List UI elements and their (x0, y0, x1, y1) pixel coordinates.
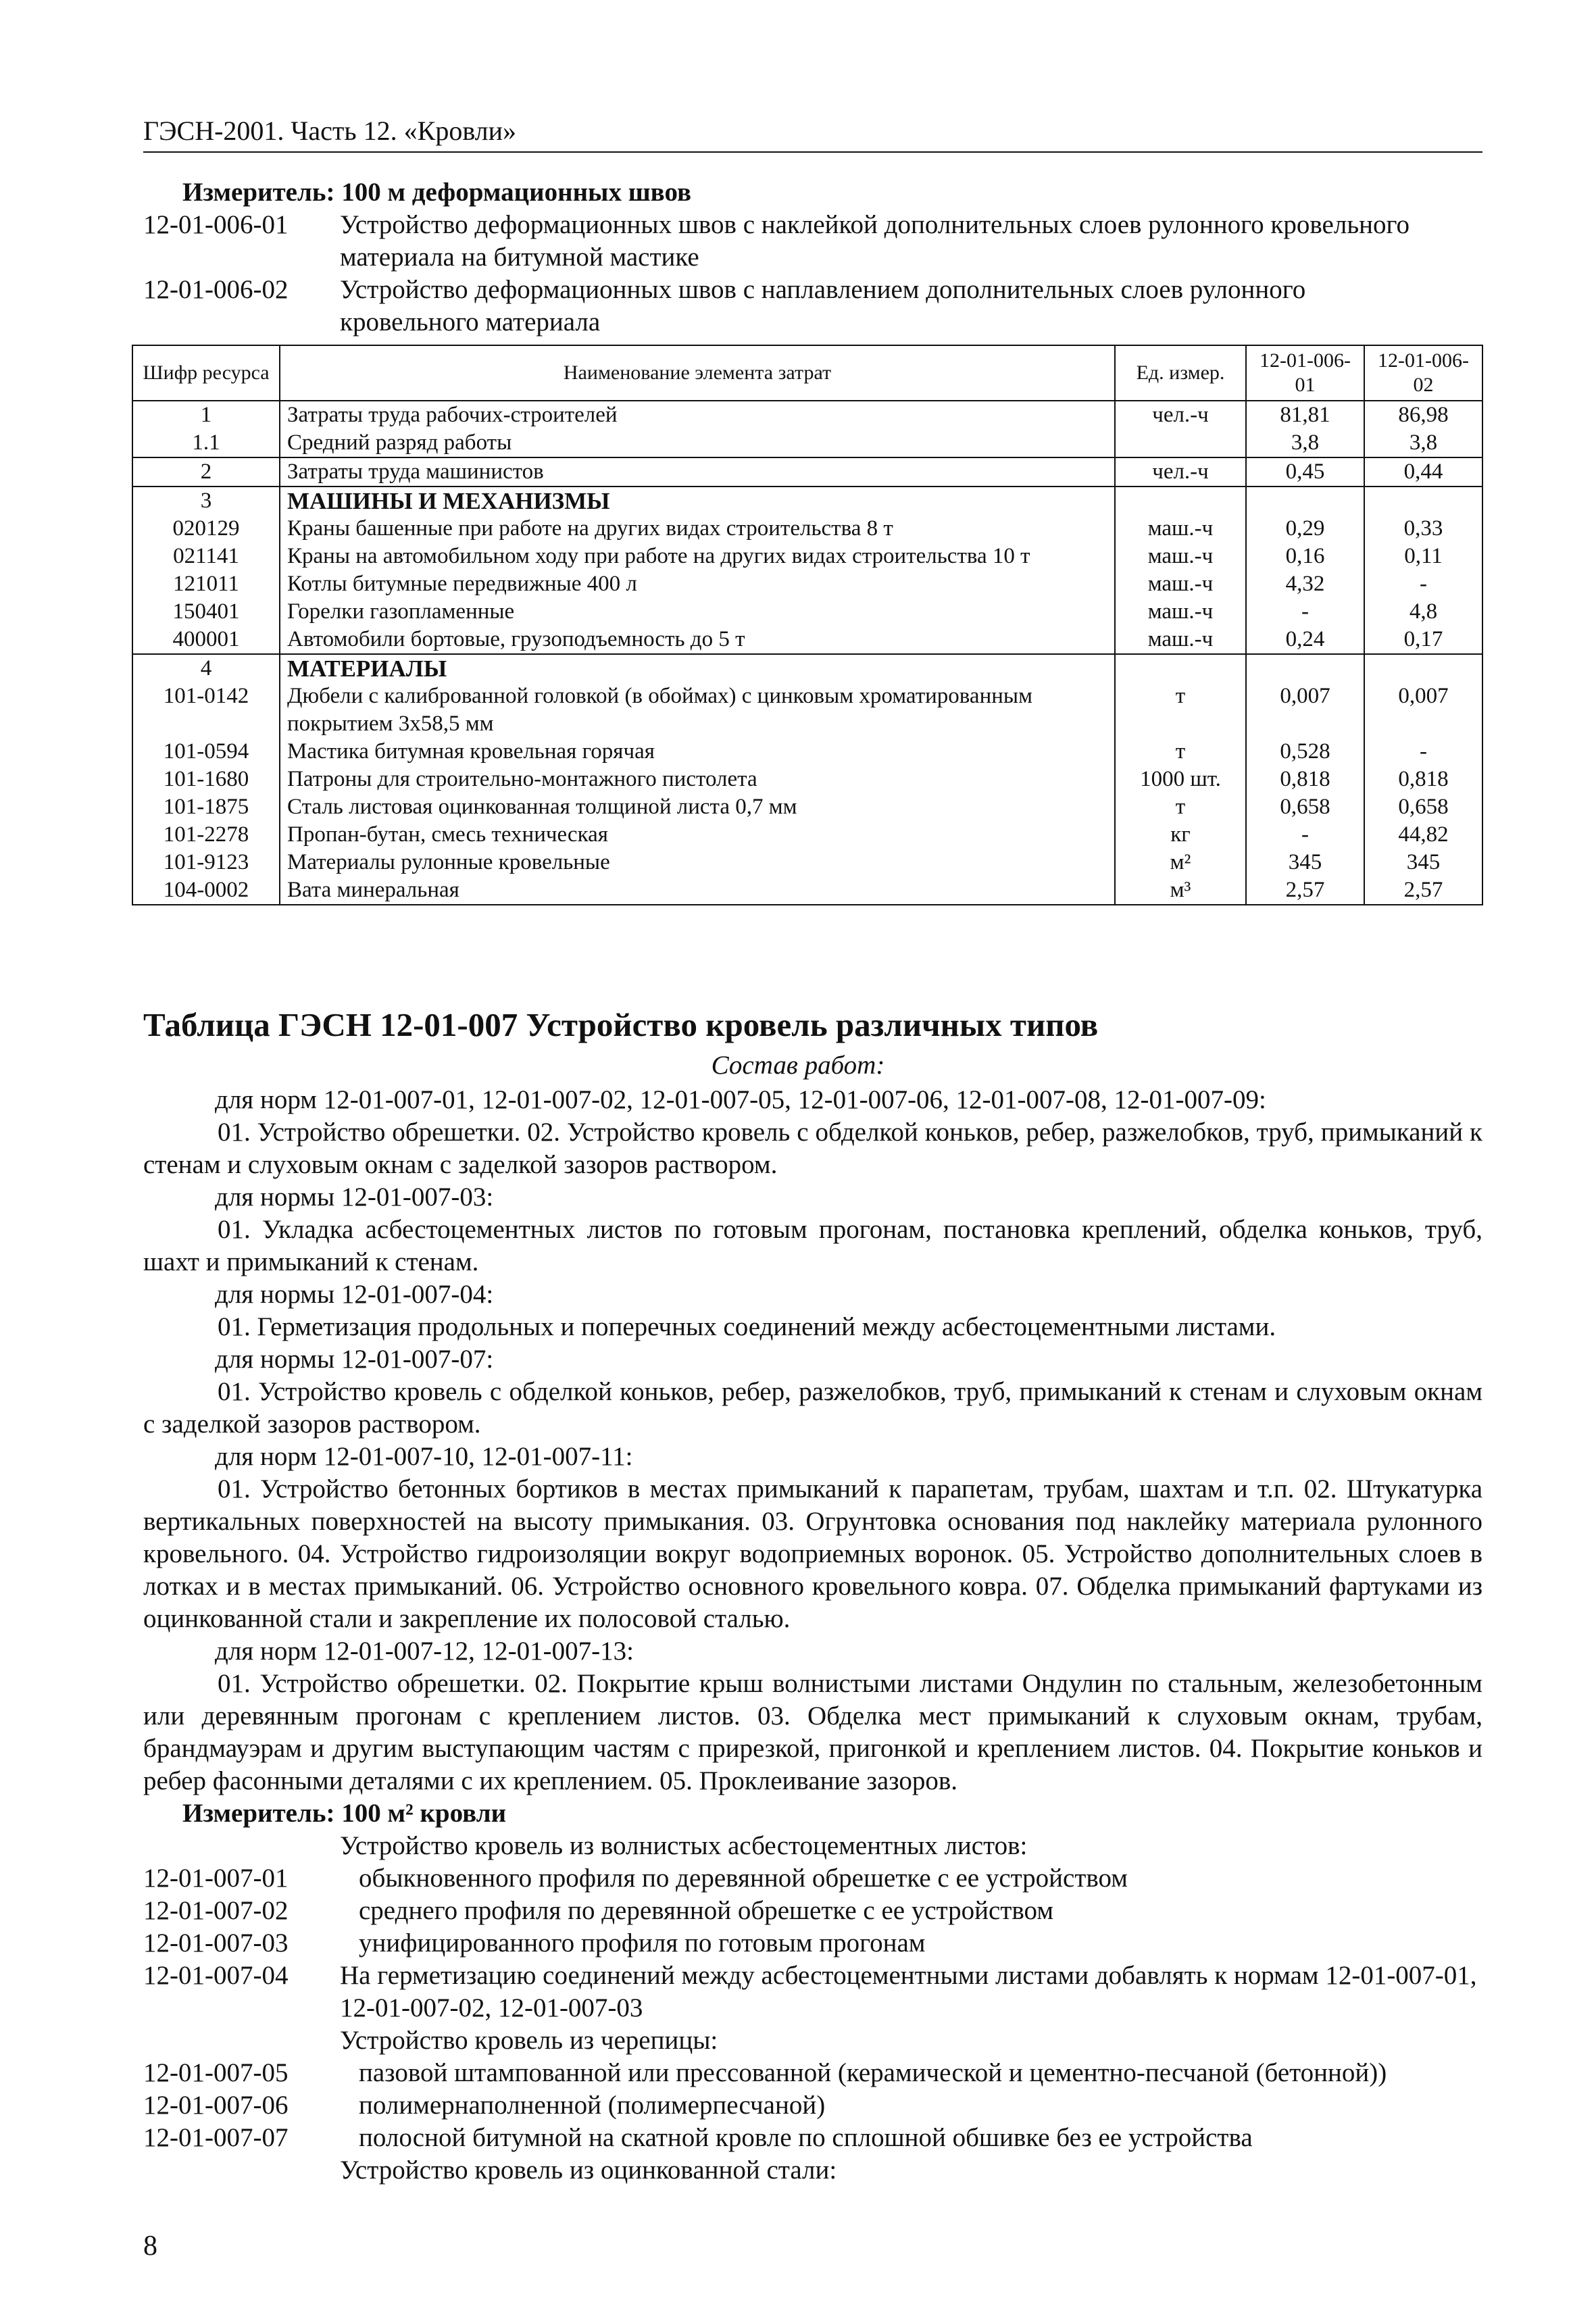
cell-name: Краны на автомобильном ходу при работе на других видах строительства 10 т (280, 543, 1115, 570)
norm-description: материала на битумной мастике (340, 243, 699, 272)
cell-value-2: 0,818 (1364, 766, 1482, 793)
header-norm-2: 12-01-006-02 (1364, 345, 1482, 401)
running-header: ГЭСН-2001. Часть 12. «Кровли» (143, 116, 517, 146)
cell-name: Затраты труда рабочих-строителей (280, 401, 1115, 429)
table-row (132, 849, 1482, 876)
table-title: Таблица ГЭСН 12-01-007 Устройство кровель различных типов (143, 1006, 1099, 1043)
group-text: 01. Устройство кровель с обделкой коньков, ребер, разжелобков, труб, примыканий к стенам и слуховым окнам с заделкой зазоров раствором. (143, 1377, 1482, 1439)
norm-description: среднего профиля по деревянной обрешетке с ее устройством (359, 1896, 1053, 1925)
table-row (132, 738, 1482, 766)
cell-value-1: - (1246, 821, 1364, 849)
cell-unit: м² (1115, 849, 1246, 876)
page-number: 8 (143, 2231, 157, 2262)
table-section-row (132, 654, 1482, 682)
cell-value-1: - (1246, 598, 1364, 626)
cell-unit: т (1115, 793, 1246, 821)
cell-value-2: 4,8 (1364, 598, 1482, 626)
table-row (132, 457, 1482, 487)
header-norm-1: 12-01-006-01 (1246, 345, 1364, 401)
norm-code: 12-01-007-03 (143, 1928, 289, 1958)
cell-value-2: - (1364, 570, 1482, 598)
cell-code: 4 (132, 654, 280, 682)
group-text: 01. Устройство бетонных бортиков в местах примыканий к парапетам, трубам, шахтам и т.п. 02. Штукатурка вертикальных поверхностей на высоту примыкания. 03. Огрунтовка основания под наклейку материала рулонного кровельного. 04. Устройство гидроизоляции вокруг водоприемных воронок. 05. Устройство дополнительных слоев в лотках и в местах примыканий. 06. Устройство основного кровельного ковра. 07. Обделка примыканий фартуками из оцинкованной стали и закрепление их полосовой сталью. (143, 1474, 1482, 1633)
cell-value-1: 0,24 (1246, 626, 1364, 654)
cell-name: Мастика битумная кровельная горячая (280, 738, 1115, 766)
norm-description: обыкновенного профиля по деревянной обрешетке с ее устройством (359, 1864, 1128, 1893)
table-row (132, 876, 1482, 905)
norm-code: 12-01-007-02 (143, 1896, 289, 1925)
group-text: 01. Устройство обрешетки. 02. Устройство кровель с обделкой коньков, ребер, разжелобков, труб, примыканий к стенам и слуховым окнам с заделкой зазоров раствором. (143, 1118, 1482, 1179)
cell-code: 101-0142 (132, 682, 280, 738)
cell-code: 101-9123 (132, 849, 280, 876)
list-group-heading: Устройство кровель из оцинкованной стали: (340, 2156, 837, 2185)
header-rule (143, 151, 1482, 153)
norm-description: кровельного материала (340, 307, 601, 337)
section-title: МАШИНЫ И МЕХАНИЗМЫ (280, 487, 1115, 515)
cell-code: 021141 (132, 543, 280, 570)
cell-code: 150401 (132, 598, 280, 626)
cell-value-1: 2,57 (1246, 876, 1364, 905)
header-code: Шифр ресурса (132, 345, 280, 401)
norm-description: унифицированного профиля по готовым прогонам (359, 1928, 926, 1958)
group-text: 01. Герметизация продольных и поперечных соединений между асбестоцементными листами. (218, 1312, 1276, 1341)
cell-value-1: 3,8 (1246, 429, 1364, 457)
cell-code: 1.1 (132, 429, 280, 457)
cell-value-1: 0,658 (1246, 793, 1364, 821)
norm-description: полосной битумной на скатной кровле по сплошной обшивке без ее устройства (359, 2123, 1253, 2152)
table-section-row (132, 487, 1482, 515)
norm-description: Устройство деформационных швов с наплавлением дополнительных слоев рулонного (340, 275, 1306, 304)
cell-value-2: 0,11 (1364, 543, 1482, 570)
cell-code: 3 (132, 487, 280, 515)
cell-value-2: 0,44 (1364, 457, 1482, 487)
list-group-heading: Устройство кровель из волнистых асбестоцементных листов: (340, 1831, 1028, 1860)
section-title: МАТЕРИАЛЫ (280, 654, 1115, 682)
cell-name: Затраты труда машинистов (280, 457, 1115, 487)
cell-value-1: 345 (1246, 849, 1364, 876)
meter-label: Измеритель: 100 м² кровли (182, 1799, 507, 1828)
cell-code: 1 (132, 401, 280, 429)
cell-value-1 (1246, 487, 1364, 515)
cell-unit: т (1115, 682, 1246, 738)
cell-code: 101-0594 (132, 738, 280, 766)
cell-unit: маш.-ч (1115, 626, 1246, 654)
meter-label: Измеритель: 100 м деформационных швов (182, 178, 692, 207)
cell-unit: кг (1115, 821, 1246, 849)
cell-unit: маш.-ч (1115, 598, 1246, 626)
norm-code: 12-01-006-02 (143, 275, 289, 304)
norm-description: полимернаполненной (полимерпесчаной) (359, 2091, 826, 2120)
cell-value-2: 2,57 (1364, 876, 1482, 905)
cell-name: Материалы рулонные кровельные (280, 849, 1115, 876)
cell-code: 400001 (132, 626, 280, 654)
cell-unit (1115, 487, 1246, 515)
cell-unit: чел.-ч (1115, 457, 1246, 487)
norm-code: 12-01-007-07 (143, 2123, 289, 2152)
header-name: Наименование элемента затрат (280, 345, 1115, 401)
cell-value-2: 0,658 (1364, 793, 1482, 821)
cell-name: Вата минеральная (280, 876, 1115, 905)
cell-value-1: 0,818 (1246, 766, 1364, 793)
cell-unit: маш.-ч (1115, 515, 1246, 543)
cell-name: Котлы битумные передвижные 400 л (280, 570, 1115, 598)
cell-code: 104-0002 (132, 876, 280, 905)
cell-value-1 (1246, 654, 1364, 682)
cell-code: 020129 (132, 515, 280, 543)
norm-code: 12-01-007-06 (143, 2091, 289, 2120)
norm-description: На герметизацию соединений между асбестоцементными листами добавлять к нормам 12-01-007-01, 12-01-007-02, 12-01-007-03 (340, 1961, 1477, 2022)
cell-code: 121011 (132, 570, 280, 598)
norm-code: 12-01-006-01 (143, 210, 289, 239)
table-row (132, 793, 1482, 821)
cell-value-2: 0,17 (1364, 626, 1482, 654)
table-row (132, 626, 1482, 654)
cell-value-2: 44,82 (1364, 821, 1482, 849)
cell-name: Пропан-бутан, смесь техническая (280, 821, 1115, 849)
group-label: для норм 12-01-007-10, 12-01-007-11: (215, 1442, 633, 1471)
cell-unit: 1000 шт. (1115, 766, 1246, 793)
cell-value-1: 81,81 (1246, 401, 1364, 429)
group-text: 01. Укладка асбестоцементных листов по готовым прогонам, постановка креплений, обделка коньков, труб, шахт и примыканий к стенам. (143, 1215, 1482, 1276)
cell-value-2: 3,8 (1364, 429, 1482, 457)
norm-description: пазовой штампованной или прессованной (керамической и цементно-песчаной (бетонной)) (359, 2058, 1387, 2087)
work-composition-heading: Состав работ: (711, 1051, 885, 1080)
cell-unit: маш.-ч (1115, 570, 1246, 598)
cell-name: Краны башенные при работе на других видах строительства 8 т (280, 515, 1115, 543)
cell-value-2: 86,98 (1364, 401, 1482, 429)
cell-value-2: - (1364, 738, 1482, 766)
cell-unit: т (1115, 738, 1246, 766)
cell-value-1: 0,528 (1246, 738, 1364, 766)
table-header-row (132, 345, 1482, 401)
cell-value-2: 345 (1364, 849, 1482, 876)
group-label: для нормы 12-01-007-07: (215, 1345, 494, 1374)
group-label: для норм 12-01-007-01, 12-01-007-02, 12-01-007-05, 12-01-007-06, 12-01-007-08, 12-01-007-09: (215, 1085, 1266, 1114)
table-row (132, 821, 1482, 849)
cell-value-1: 0,29 (1246, 515, 1364, 543)
cell-value-2 (1364, 654, 1482, 682)
table-row (132, 570, 1482, 598)
norm-description: Устройство деформационных швов с наклейкой дополнительных слоев рулонного кровельного (340, 210, 1410, 239)
table-row (132, 682, 1482, 738)
cell-name: Патроны для строительно-монтажного пистолета (280, 766, 1115, 793)
cell-value-2: 0,33 (1364, 515, 1482, 543)
cell-value-1: 0,16 (1246, 543, 1364, 570)
list-group-heading: Устройство кровель из черепицы: (340, 2026, 718, 2055)
cell-name: Сталь листовая оцинкованная толщиной листа 0,7 мм (280, 793, 1115, 821)
group-label: для норм 12-01-007-12, 12-01-007-13: (215, 1637, 634, 1666)
cell-value-2 (1364, 487, 1482, 515)
norm-code: 12-01-007-05 (143, 2058, 289, 2087)
cell-value-1: 4,32 (1246, 570, 1364, 598)
table-row (132, 401, 1482, 429)
cell-code: 101-1875 (132, 793, 280, 821)
group-text: 01. Устройство обрешетки. 02. Покрытие крыш волнистыми листами Ондулин по стальным, железобетонным или деревянным прогонам с креплением листов. 03. Обделка мест примыканий к слуховым окнам, трубам, брандмауэрам и другим выступающим частям с прирезкой, пригонкой и креплением листов. 04. Покрытие коньков и ребер фасонными деталями с их креплением. 05. Проклеивание зазоров. (143, 1669, 1482, 1795)
cell-value-1: 0,45 (1246, 457, 1364, 487)
resource-table (132, 345, 1483, 905)
table-row (132, 429, 1482, 457)
cell-unit (1115, 429, 1246, 457)
table-row (132, 598, 1482, 626)
cell-code: 101-2278 (132, 821, 280, 849)
cell-unit: чел.-ч (1115, 401, 1246, 429)
norm-code: 12-01-007-04 (143, 1961, 289, 1990)
header-unit: Ед. измер. (1115, 345, 1246, 401)
cell-name: Средний разряд работы (280, 429, 1115, 457)
cell-unit (1115, 654, 1246, 682)
table-row (132, 543, 1482, 570)
cell-unit: м³ (1115, 876, 1246, 905)
table-row (132, 515, 1482, 543)
norm-code: 12-01-007-01 (143, 1864, 289, 1893)
cell-name: Автомобили бортовые, грузоподъемность до 5 т (280, 626, 1115, 654)
cell-code: 101-1680 (132, 766, 280, 793)
group-label: для нормы 12-01-007-04: (215, 1280, 494, 1309)
table-row (132, 766, 1482, 793)
cell-unit: маш.-ч (1115, 543, 1246, 570)
cell-code: 2 (132, 457, 280, 487)
cell-value-1: 0,007 (1246, 682, 1364, 738)
cell-name: Горелки газопламенные (280, 598, 1115, 626)
cell-name: Дюбели с калиброванной головкой (в обоймах) с цинковым хроматированным покрытием 3х58,5 мм (280, 682, 1115, 738)
group-label: для нормы 12-01-007-03: (215, 1183, 494, 1212)
cell-value-2: 0,007 (1364, 682, 1482, 738)
